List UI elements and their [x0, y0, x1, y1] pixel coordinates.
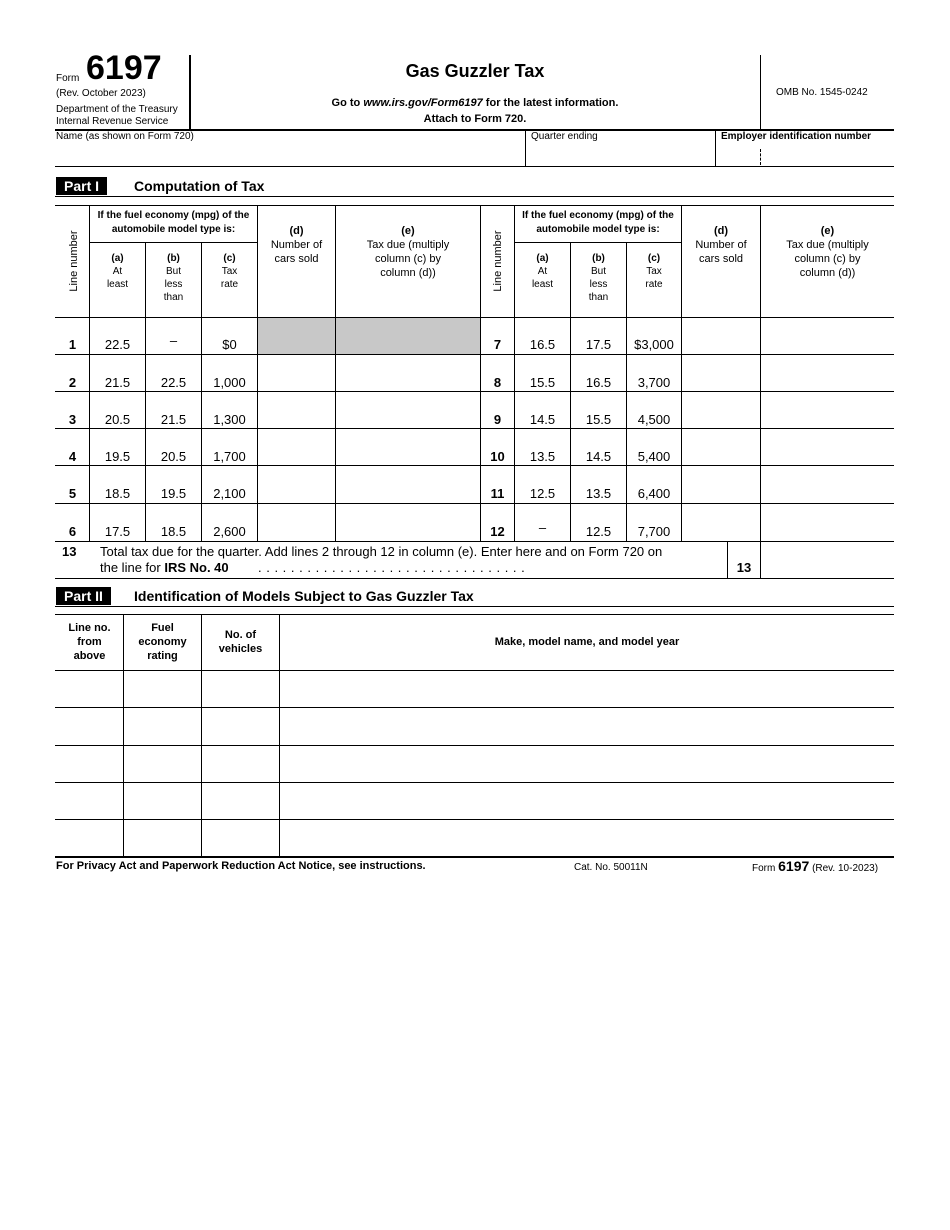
cars-sold-input[interactable]	[682, 355, 760, 391]
line-no-input[interactable]	[56, 671, 122, 707]
mpg-at-least: 19.5	[104, 449, 131, 464]
line-number: 11	[490, 486, 505, 501]
cars-sold-input[interactable]	[682, 466, 760, 502]
tax-rate: 1,700	[213, 449, 246, 464]
part2-title: Identification of Models Subject to Gas Guzzler Tax	[134, 588, 474, 604]
tax-due-input[interactable]	[336, 466, 480, 502]
leader-dots: . . . . . . . . . . . . . . . . . . . . . . . . . . . . . . . . .	[258, 560, 526, 575]
cars-sold-input[interactable]	[682, 318, 760, 354]
tax-rate: $3,000	[634, 337, 674, 352]
part1-badge: Part I	[56, 177, 107, 195]
mpg-less-than: 22.5	[160, 375, 187, 390]
tax-rate: 7,700	[637, 524, 671, 539]
omb-number: OMB No. 1545-0242	[776, 87, 868, 98]
vehicles-input[interactable]	[202, 783, 278, 818]
quarter-input[interactable]	[528, 145, 713, 165]
tax-rate: 1,000	[213, 375, 246, 390]
tax-rate: 2,600	[213, 524, 246, 539]
ein-divider	[760, 149, 761, 165]
make-model-input[interactable]	[280, 671, 893, 707]
line-number: 7	[493, 337, 502, 352]
line-number: 8	[493, 375, 502, 390]
mpg-at-least: 15.5	[529, 375, 556, 390]
mpg-at-least: 14.5	[529, 412, 556, 427]
total-tax-input[interactable]	[761, 542, 894, 577]
line-number: 6	[68, 524, 77, 539]
col-a-header-left: (a) At least	[106, 253, 129, 290]
fuel-rating-input[interactable]	[124, 820, 200, 855]
line-no-input[interactable]	[56, 708, 122, 744]
tax-rate: 6,400	[637, 486, 671, 501]
mpg-at-least: 20.5	[104, 412, 131, 427]
mpg-less-than: –	[169, 333, 178, 348]
line-no-input[interactable]	[56, 746, 122, 781]
fuel-rating-input[interactable]	[124, 708, 200, 744]
mpg-at-least: 18.5	[104, 486, 131, 501]
tax-due-input[interactable]	[761, 429, 894, 465]
mpg-group-header-left: If the fuel economy (mpg) of the automobile model type is:	[97, 210, 250, 235]
line-number: 3	[68, 412, 77, 427]
cars-sold-input[interactable]	[258, 392, 335, 428]
tax-due-input[interactable]	[336, 392, 480, 428]
quarter-label: Quarter ending	[531, 131, 598, 142]
name-label: Name (as shown on Form 720)	[56, 131, 194, 142]
shaded-cell	[258, 317, 480, 354]
agency: Internal Revenue Service	[56, 116, 169, 127]
mpg-less-than: 15.5	[585, 412, 612, 427]
fuel-rating-input[interactable]	[124, 671, 200, 707]
vehicles-input[interactable]	[202, 671, 278, 707]
tax-due-input[interactable]	[761, 392, 894, 428]
footer-form-id: Form 6197 (Rev. 10-2023)	[752, 858, 879, 874]
col-d-header-right: (d) Number of cars sold	[695, 225, 747, 265]
col-line-no-header: Line no. from above	[68, 622, 111, 662]
tax-due-input[interactable]	[761, 504, 894, 540]
cars-sold-input[interactable]	[682, 504, 760, 540]
vehicles-input[interactable]	[202, 708, 278, 744]
ein-input[interactable]	[718, 145, 893, 165]
line-13-box-number: 13	[736, 560, 752, 575]
col-fuel-rating-header: Fuel economy rating	[138, 622, 187, 662]
col-vehicles-header: No. of vehicles	[218, 629, 263, 655]
line-number: 4	[68, 449, 77, 464]
cars-sold-input[interactable]	[682, 392, 760, 428]
goto-instruction: Go to www.irs.gov/Form6197 for the latest information.	[331, 97, 619, 109]
tax-rate: $0	[222, 337, 237, 352]
mpg-less-than: 19.5	[160, 486, 187, 501]
fuel-rating-input[interactable]	[124, 746, 200, 781]
mpg-less-than: 14.5	[585, 449, 612, 464]
line-number: 10	[490, 449, 505, 464]
mpg-less-than: 18.5	[160, 524, 187, 539]
mpg-at-least: 17.5	[104, 524, 131, 539]
line-no-input[interactable]	[56, 820, 122, 855]
mpg-less-than: 12.5	[585, 524, 612, 539]
form-title: Gas Guzzler Tax	[405, 61, 545, 81]
part1-title: Computation of Tax	[134, 178, 265, 194]
col-e-header-right: (e) Tax due (multiply column (c) by column (d))	[786, 225, 869, 279]
tax-rate: 5,400	[637, 449, 671, 464]
mpg-at-least: –	[538, 520, 547, 535]
tax-due-input[interactable]	[336, 429, 480, 465]
line-number-header-right: Line number	[492, 230, 504, 292]
line-13-number: 13	[62, 544, 77, 559]
mpg-at-least: 22.5	[104, 337, 131, 352]
tax-rate: 4,500	[637, 412, 671, 427]
line-13-text: Total tax due for the quarter. Add lines 2 through 12 in column (e). Enter here and on Form 720 on	[100, 544, 663, 559]
fuel-rating-input[interactable]	[124, 783, 200, 818]
privacy-notice: For Privacy Act and Paperwork Reduction Act Notice, see instructions.	[56, 860, 426, 872]
make-model-input[interactable]	[280, 746, 893, 781]
mpg-less-than: 20.5	[160, 449, 187, 464]
attach-note: Attach to Form 720.	[423, 113, 527, 125]
mpg-group-header-right: If the fuel economy (mpg) of the automobile model type is:	[522, 210, 674, 235]
tax-rate: 2,100	[213, 486, 246, 501]
line-number-header-left: Line number	[68, 230, 80, 292]
catalog-number: Cat. No. 50011N	[574, 862, 648, 873]
tax-rate: 3,700	[637, 375, 671, 390]
mpg-less-than: 13.5	[585, 486, 612, 501]
cars-sold-input[interactable]	[258, 429, 335, 465]
irs-link[interactable]: www.irs.gov/Form6197	[363, 97, 483, 109]
part2-badge: Part II	[56, 587, 111, 605]
tax-due-input[interactable]	[336, 504, 480, 540]
cars-sold-input[interactable]	[258, 466, 335, 502]
form-revision: (Rev. October 2023)	[56, 88, 146, 99]
line-number: 9	[493, 412, 502, 427]
mpg-at-least: 16.5	[529, 337, 556, 352]
mpg-less-than: 17.5	[585, 337, 612, 352]
col-b-header-left: (b) But less than	[163, 253, 184, 303]
line-13-text-2: the line for IRS No. 40	[100, 560, 229, 575]
line-number: 5	[68, 486, 77, 501]
col-c-header-right: (c) Tax rate	[645, 253, 663, 290]
vehicles-input[interactable]	[202, 746, 278, 781]
col-e-header-left: (e) Tax due (multiply column (c) by column (d))	[366, 225, 450, 279]
cars-sold-input[interactable]	[682, 429, 760, 465]
col-make-model-header: Make, model name, and model year	[494, 636, 680, 648]
tax-due-input[interactable]	[336, 355, 480, 391]
name-input[interactable]	[56, 145, 524, 165]
mpg-less-than: 16.5	[585, 375, 612, 390]
line-number: 12	[490, 524, 505, 539]
line-number: 2	[68, 375, 77, 390]
line-number: 1	[68, 337, 77, 352]
department: Department of the Treasury	[56, 104, 178, 115]
mpg-less-than: 21.5	[160, 412, 187, 427]
cars-sold-input[interactable]	[258, 355, 335, 391]
make-model-input[interactable]	[280, 708, 893, 744]
mpg-at-least: 21.5	[104, 375, 131, 390]
col-c-header-left: (c) Tax rate	[220, 253, 239, 290]
tax-rate: 1,300	[213, 412, 246, 427]
form-word: Form	[56, 73, 80, 84]
make-model-input[interactable]	[280, 783, 893, 818]
cars-sold-input[interactable]	[258, 504, 335, 540]
tax-due-input[interactable]	[761, 466, 894, 502]
mpg-at-least: 13.5	[529, 449, 556, 464]
col-a-header-right: (a) At least	[531, 253, 554, 290]
make-model-input[interactable]	[280, 820, 893, 855]
ein-label: Employer identification number	[721, 131, 872, 142]
mpg-at-least: 12.5	[529, 486, 556, 501]
col-b-header-right: (b) But less than	[588, 253, 609, 303]
line-no-input[interactable]	[56, 783, 122, 818]
vehicles-input[interactable]	[202, 820, 278, 855]
col-d-header-left: (d) Number of cars sold	[270, 225, 323, 265]
form-number: 6197	[86, 49, 162, 87]
tax-due-input[interactable]	[761, 318, 894, 354]
tax-due-input[interactable]	[761, 355, 894, 391]
